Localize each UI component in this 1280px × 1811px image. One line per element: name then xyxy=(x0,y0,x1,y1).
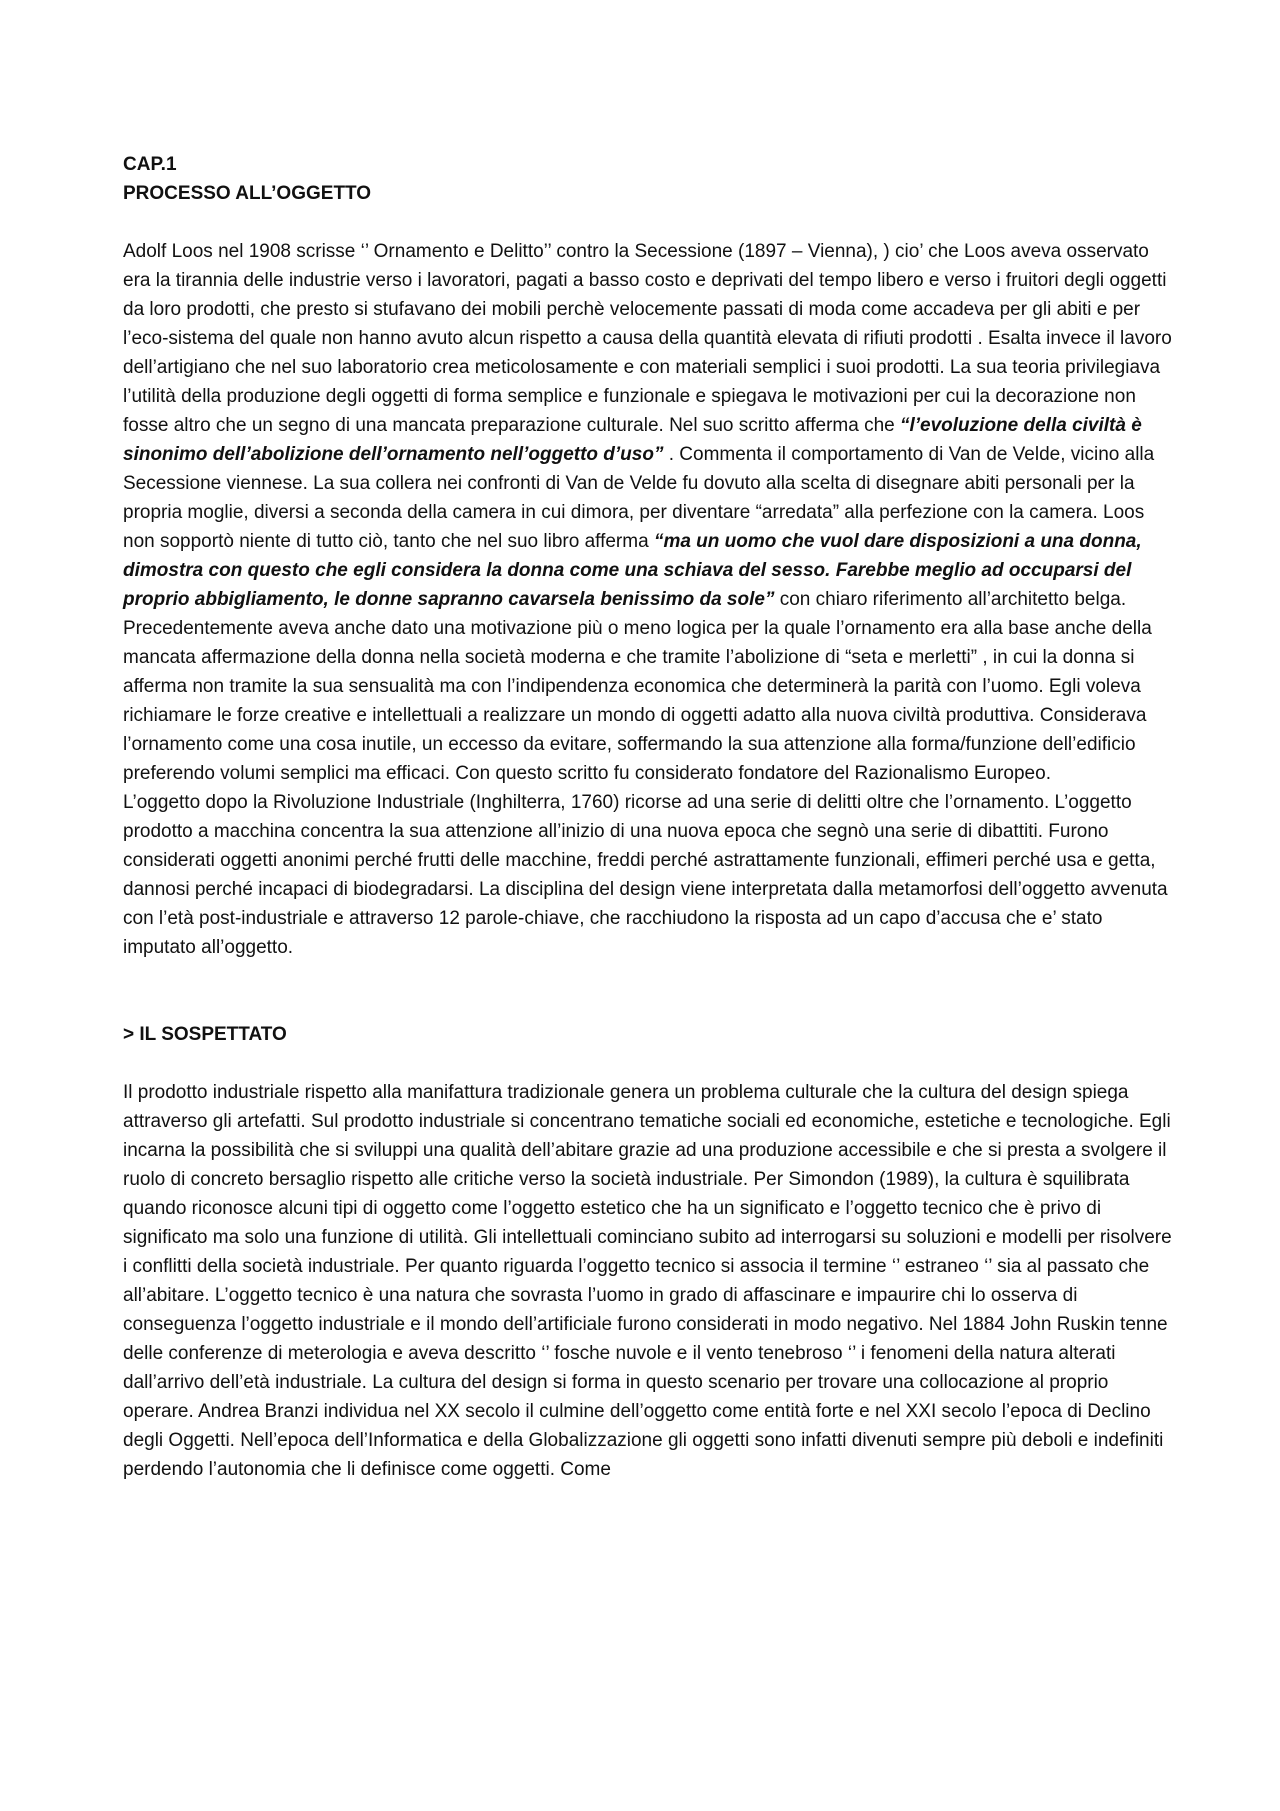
paragraph-industrial-product: Il prodotto industriale rispetto alla manifattura tradizionale genera un problema culturale che la cultura del design spiega attraverso gli artefatti. Sul prodotto industriale si concentrano tematiche sociali ed economiche, estetiche e tecnologiche. Egli incarna la possibilità che si sviluppi una qualità dell’abitare grazie ad una produzione accessibile e che si presta a svolgere il ruolo di concreto bersaglio rispetto alle critiche verso la società industriale. Per Simondon (1989), la cultura è squilibrata quando riconosce alcuni tipi di oggetto come l’oggetto estetico che ha un significato e l’oggetto tecnico che è privo di significato ma solo una funzione di utilità. Gli intellettuali cominciano subito ad interrogarsi su soluzioni e modelli per risolvere i conflitti della società industriale. Per quanto riguarda l’oggetto tecnico si associa il termine ‘’ estraneo ‘’ sia al passato che all’abitare. L’oggetto tecnico è una natura che sovrasta l’uomo in grado di affascinare e impaurire chi lo osserva di conseguenza l’oggetto industriale e il mondo dell’artificiale furono considerati in modo negativo. Nel 1884 John Ruskin tenne delle conferenze di meterologia e aveva descritto ‘’ fosche nuvole e il vento tenebroso ‘’ i fenomeni della natura alterati dall’arrivo dell’età industriale. La cultura del design si forma in questo scenario per trovare una collocazione al proprio operare. Andrea Branzi individua nel XX secolo il culmine dell’oggetto come entità forte e nel XXI secolo l’epoca di Declino degli Oggetti. Nell’epoca dell’Informatica e della Globalizzazione gli oggetti sono infatti divenuti sempre più deboli e indefiniti perdendo l’autonomia che li definisce come oggetti. Come xyxy=(123,1082,1172,1480)
document-page xyxy=(123,150,1173,1484)
spacer xyxy=(123,208,1173,237)
spacer xyxy=(123,962,1173,1020)
loos-quote-evolution: “l’evoluzione della civiltà è sinonimo dell’abolizione dell’ornamento nell’oggetto d’uso” xyxy=(123,415,1142,465)
paragraph-text: . Commenta il comportamento di Van de Velde, vicino alla Secessione viennese. La sua collera nei confronti di Van de Velde fu dovuto alla scelta di disegnare abiti personali per la propria moglie, diversi a seconda della camera in cui dimora, per diventare “arredata” alla perfezione con la camera. Loos non sopportò niente di tutto ciò, tanto che nel suo libro afferma xyxy=(123,444,1155,552)
chapter-title: PROCESSO ALL’OGGETTO xyxy=(123,183,372,204)
paragraph-text: con chiaro riferimento all’architetto belga. Precedentemente aveva anche dato una motivazione più o meno logica per la quale l’ornamento era alla base anche della mancata affermazione della donna nella società moderna e che tramite l’abolizione di “seta e merletti” , in cui la donna si afferma non tramite la sua sensualità ma con l’indipendenza economica che determinerà la parità con l’uomo. Egli voleva richiamare le forze creative e intellettuali a realizzare un mondo di oggetti adatto alla nuova civiltà produttiva. Considerava l’ornamento come una cosa inutile, un eccesso da evitare, soffermando la sua attenzione alla forma/funzione dell’edificio preferendo volumi semplici ma efficaci. Con questo scritto fu considerato fondatore del Razionalismo Europeo. xyxy=(123,589,1152,784)
paragraph-text: Adolf Loos nel 1908 scrisse ‘’ Ornamento e Delitto’’ contro la Secessione (1897 – Vienna), ) cio’ che Loos aveva osservato era la tirannia delle industrie verso i lavoratori, pagati a basso costo e deprivati del tempo libero e verso i fruitori degli oggetti da loro prodotti, che presto si stufavano dei mobili perchè velocemente passati di moda come accadeva per gli abiti e per l’eco-sistema del quale non hanno avuto alcun rispetto a causa della quantità elevata di rifiuti prodotti . Esalta invece il lavoro dell’artigiano che nel suo laboratorio crea meticolosamente e con materiali semplici i suoi prodotti. La sua teoria privilegiava l’utilità della produzione degli oggetti di forma semplice e funzionale e spiegava le motivazioni per cui la decorazione non fosse altro che un segno di una mancata preparazione culturale. Nel suo scritto afferma che xyxy=(123,241,1172,436)
spacer xyxy=(123,1049,1173,1078)
paragraph-loos xyxy=(123,237,1173,788)
paragraph-industrial-revolution: L’oggetto dopo la Rivoluzione Industriale (Inghilterra, 1760) ricorse ad una serie di delitti oltre che l’ornamento. L’oggetto prodotto a macchina concentra la sua attenzione all’inizio di una nuova epoca che segnò una serie di dibattiti. Furono considerati oggetti anonimi perché frutti delle macchine, freddi perché astrattamente funzionali, effimeri perché usa e getta, dannosi perché incapaci di biodegradarsi. La disciplina del design viene interpretata dalla metamorfosi dell’oggetto avvenuta con l’età post-industriale e attraverso 12 parole-chiave, che racchiudono la risposta ad un capo d’accusa che e’ stato imputato all’oggetto. xyxy=(123,792,1168,958)
chapter-label: CAP.1 xyxy=(123,154,177,175)
section-heading-sospettato: > IL SOSPETTATO xyxy=(123,1024,287,1045)
loos-quote-woman: “ma un uomo che vuol dare disposizioni a una donna, dimostra con questo che egli considera la donna come una schiava del sesso. Farebbe meglio ad occuparsi del proprio abbigliamento, le donne sapranno cavarsela benissimo da sole” xyxy=(123,531,1142,610)
